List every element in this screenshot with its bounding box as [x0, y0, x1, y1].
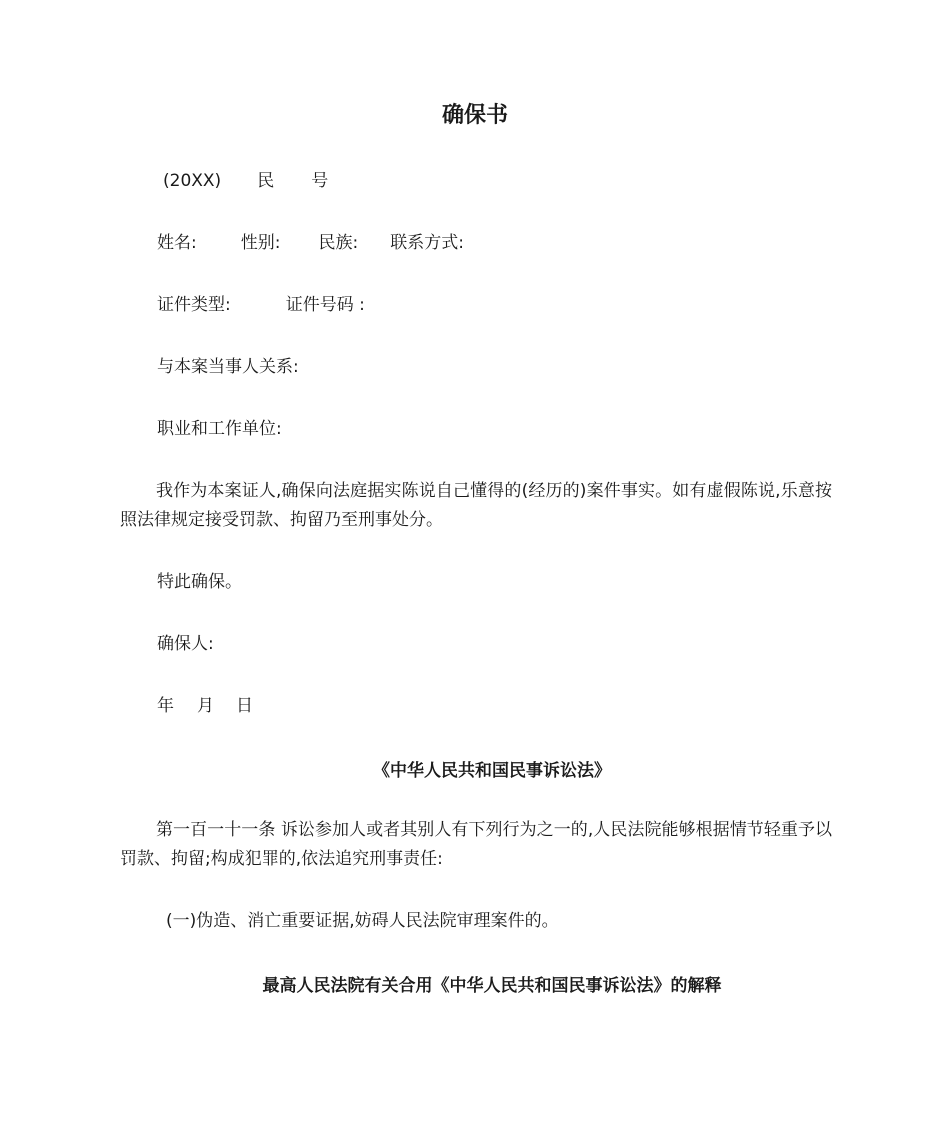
contact-label: 联系方式:	[390, 233, 464, 253]
personal-info-line	[157, 229, 464, 258]
gender-label: 性别:	[240, 233, 281, 253]
article-item-1: (一)伪造、消亡重要证据,妨碍人民法院审理案件的。	[166, 911, 559, 931]
date-year: 年	[157, 696, 174, 716]
id-type-label: 证件类型:	[157, 295, 231, 315]
date-day: 日	[236, 696, 253, 716]
case-number-line	[163, 167, 328, 196]
case-year: (20XX)	[163, 171, 222, 191]
case-type: 民	[257, 171, 275, 191]
case-number-suffix: 号	[311, 171, 329, 191]
document-title: 确保书	[441, 103, 508, 128]
name-label: 姓名:	[157, 233, 197, 253]
date-month: 月	[197, 696, 214, 716]
ethnicity-label: 民族:	[318, 233, 359, 253]
law-title: 《中华人民共和国民事诉讼法》	[373, 761, 611, 781]
id-number-label: 证件号码 :	[285, 295, 365, 315]
occupation-label: 职业和工作单位:	[157, 419, 282, 439]
date-line	[157, 692, 253, 721]
id-info-line	[157, 291, 365, 320]
signer-label: 确保人:	[157, 634, 214, 654]
article-text: 第一百一十一条 诉讼参加人或者其别人有下列行为之一的,人民法院能够根据情节轻重予以罚款、拘留;构成犯罪的,依法追究刑事责任:	[120, 820, 832, 869]
guarantee-statement: 我作为本案证人,确保向法庭据实陈说自己懂得的(经历的)案件事实。如有虚假陈说,乐意按照法律规定接受罚款、拘留乃至刑事处分。	[120, 481, 832, 530]
interpretation-title: 最高人民法院有关合用《中华人民共和国民事诉讼法》的解释	[262, 976, 722, 996]
relation-label: 与本案当事人关系:	[157, 357, 299, 377]
closing-text: 特此确保。	[157, 572, 242, 592]
